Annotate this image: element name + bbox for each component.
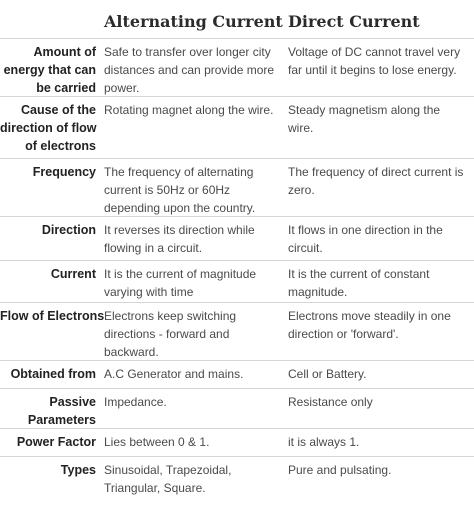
dc-cell: Voltage of DC cannot travel very far until it begins to lose energy.: [288, 45, 461, 77]
table-row: [0, 158, 474, 217]
table-row: [0, 428, 474, 457]
dc-cell: Electrons move steadily in one direction or 'forward'.: [288, 309, 451, 341]
row-label: Amount of energy that can be carried: [3, 45, 96, 95]
ac-cell: Rotating magnet along the wire.: [104, 103, 274, 117]
row-label: Current: [50, 267, 96, 281]
table-header: [0, 0, 474, 38]
row-label: Frequency: [32, 165, 96, 179]
table-row: [0, 38, 474, 97]
ac-cell: It reverses its direction while flowing in a circuit.: [104, 223, 255, 255]
row-label: Cause of the direction of flow of electrons: [0, 103, 97, 153]
dc-cell: It is the current of constant magnitude.: [288, 267, 430, 299]
ac-cell: A.C Generator and mains.: [104, 367, 244, 381]
ac-cell: Sinusoidal, Trapezoidal, Triangular, Square.: [104, 463, 232, 495]
dc-cell: it is always 1.: [288, 435, 360, 449]
table-row: [0, 360, 474, 389]
table-row: [0, 96, 474, 159]
row-label: Passive Parameters: [27, 395, 96, 427]
dc-cell: Resistance only: [288, 395, 373, 409]
row-label: Obtained from: [10, 367, 96, 381]
table-row: [0, 456, 474, 505]
dc-cell: Steady magnetism along the wire.: [288, 103, 441, 135]
ac-cell: Electrons keep switching directions - forward and backward.: [104, 309, 237, 359]
ac-cell: Lies between 0 & 1.: [104, 435, 210, 449]
ac-cell: Impedance.: [104, 395, 167, 409]
dc-cell: The frequency of direct current is zero.: [288, 165, 464, 197]
row-label: Direction: [41, 223, 96, 237]
row-label: Power Factor: [16, 435, 96, 449]
table-row: [0, 388, 474, 429]
ac-cell: Safe to transfer over longer city distances and can provide more power.: [104, 45, 275, 95]
row-label: Types: [60, 463, 96, 477]
table-row: [0, 260, 474, 303]
table-row: [0, 302, 474, 361]
ac-column-title: Alternating Current: [104, 12, 283, 31]
dc-cell: It flows in one direction in the circuit.: [288, 223, 443, 255]
row-label: Flow of Electrons: [0, 309, 105, 323]
dc-cell: Cell or Battery.: [288, 367, 367, 381]
table-row: [0, 216, 474, 261]
ac-cell: It is the current of magnitude varying with time: [104, 267, 257, 299]
ac-cell: The frequency of alternating current is 50Hz or 60Hz depending upon the country.: [104, 165, 256, 215]
dc-column-title: Direct Current: [288, 12, 420, 31]
dc-cell: Pure and pulsating.: [288, 463, 392, 477]
